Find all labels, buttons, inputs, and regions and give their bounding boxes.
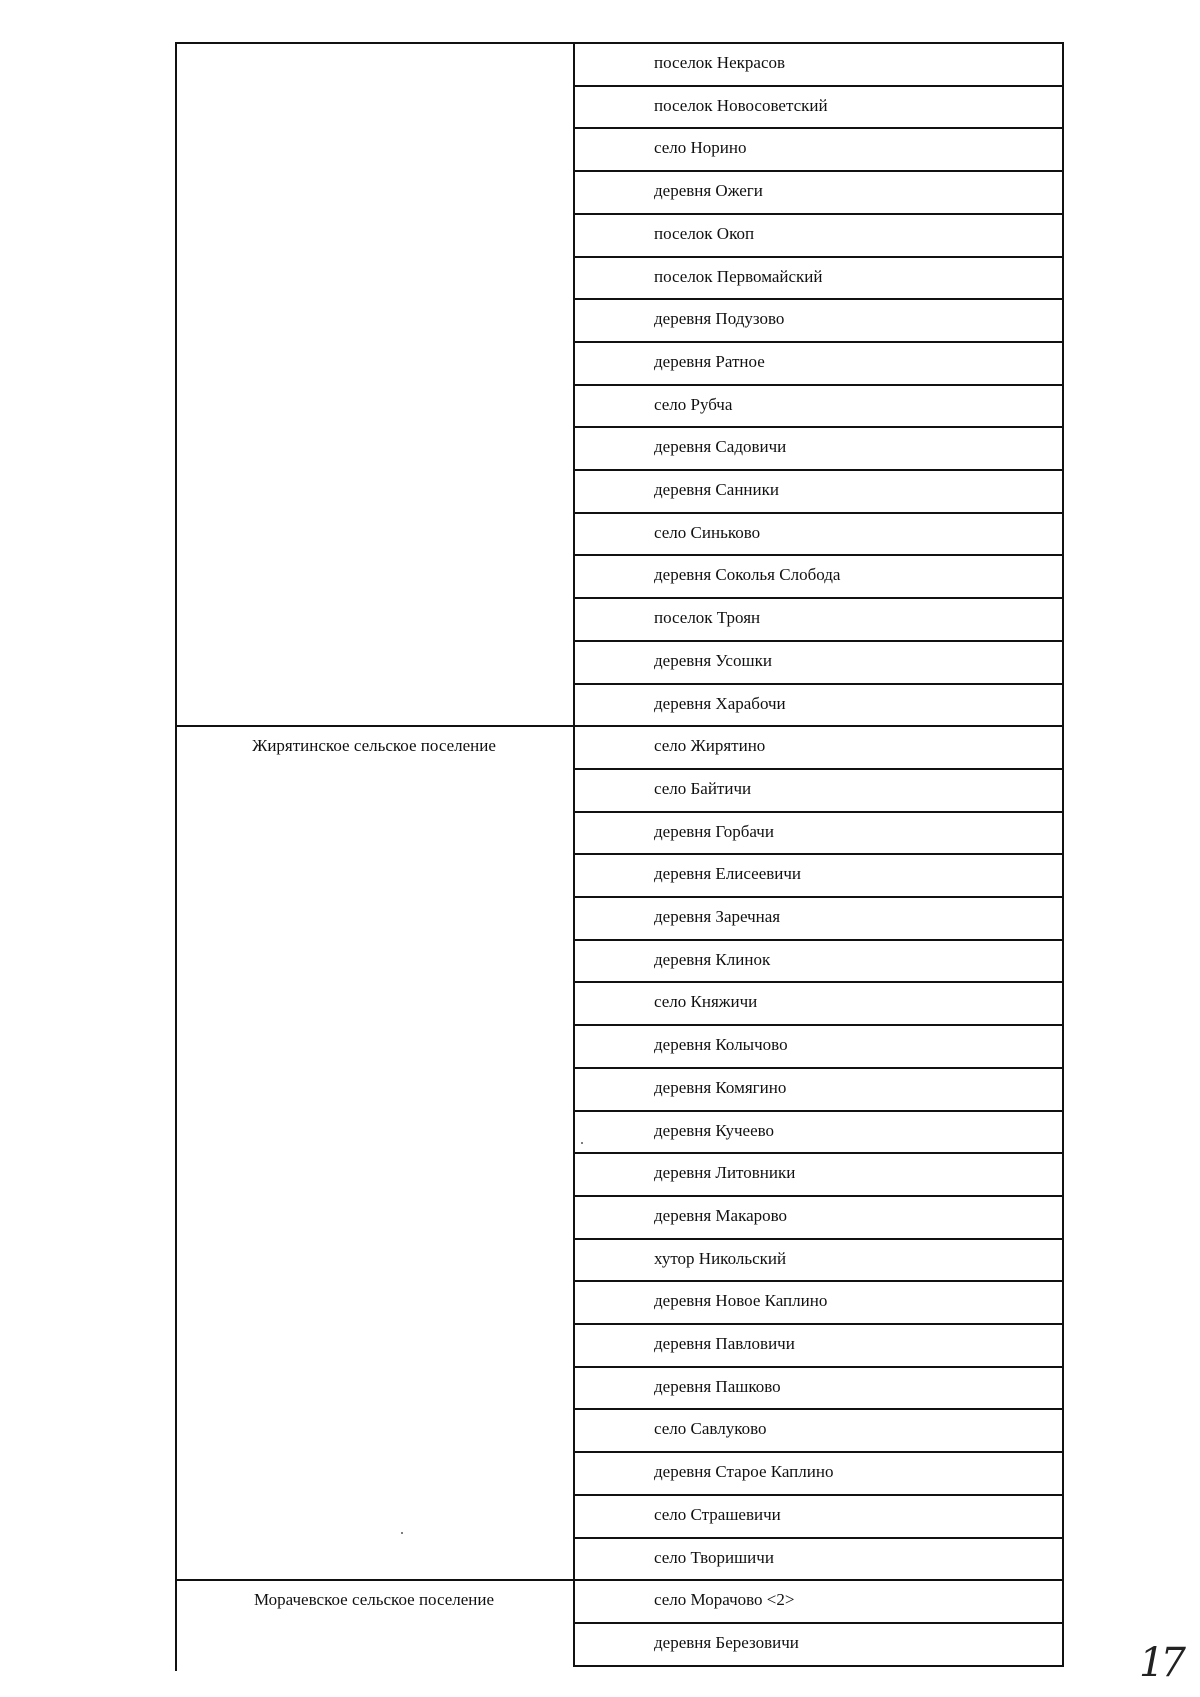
settlement-name: село Страшевичи (654, 1504, 781, 1524)
row-separator (573, 1323, 1064, 1325)
settlement-name: деревня Березовичи (654, 1632, 799, 1652)
settlement-name: деревня Елисеевичи (654, 864, 802, 884)
settlement-name: деревня Заречная (654, 907, 781, 926)
row-separator (573, 512, 1064, 514)
settlement-name: деревня Комягино (654, 1077, 787, 1097)
row-separator (573, 1067, 1064, 1069)
page-number: 17 (1139, 1640, 1182, 1686)
settlement-name: деревня Макарово (654, 1205, 788, 1225)
settlement-name: деревня Харабочи (654, 693, 786, 713)
row-separator (573, 1152, 1064, 1154)
settlement-name: деревня Новое Каплино (654, 1291, 828, 1311)
settlement-name: поселок Новосоветский (654, 95, 828, 115)
group-separator (175, 1579, 573, 1581)
row-separator (573, 1622, 1064, 1624)
settlement-name: деревня Ратное (654, 351, 765, 371)
settlement-name: деревня Павловичи (654, 1334, 795, 1353)
settlement-name: село Творишичи (654, 1547, 774, 1567)
row-separator (573, 1537, 1064, 1539)
row-separator (573, 341, 1064, 343)
row-separator (573, 981, 1064, 983)
row-separator (573, 1408, 1064, 1410)
row-separator (573, 1366, 1064, 1368)
table-middle-border (573, 42, 575, 1667)
row-separator (573, 853, 1064, 855)
settlement-name: хутор Никольский (654, 1248, 787, 1268)
settlement-name: село Морачово <2> (654, 1590, 795, 1610)
settlement-name: поселок Некрасов (654, 53, 786, 72)
scan-speck (401, 1532, 403, 1534)
row-separator (573, 1494, 1064, 1496)
settlement-name: деревня Соколья Слобода (654, 565, 841, 585)
settlement-name: деревня Усошки (654, 650, 772, 670)
settlement-name: село Синьково (654, 522, 761, 542)
row-separator (573, 384, 1064, 386)
row-separator (573, 1280, 1064, 1282)
settlement-name: деревня Клинок (654, 949, 771, 969)
row-separator (573, 298, 1064, 300)
settlement-name: поселок Окоп (654, 223, 755, 243)
row-separator (573, 1110, 1064, 1112)
row-separator (573, 597, 1064, 599)
table-right-border (1062, 42, 1064, 1667)
row-separator (573, 554, 1064, 556)
settlement-name: деревня Горбачи (654, 821, 774, 841)
settlement-name: село Норино (654, 138, 747, 158)
settlement-name: поселок Троян (654, 608, 761, 628)
row-separator (573, 1238, 1064, 1240)
table-top-border (175, 42, 1064, 44)
settlement-name: деревня Подузово (654, 309, 785, 329)
row-separator (573, 725, 1064, 727)
settlement-name: деревня Литовники (654, 1163, 796, 1183)
settlement-name: деревня Пашково (654, 1376, 781, 1396)
settlement-name: деревня Колычово (654, 1035, 788, 1055)
row-separator (573, 213, 1064, 215)
row-separator (573, 768, 1064, 770)
settlement-group-name: Морачевское сельское поселение (253, 1590, 495, 1610)
row-separator (573, 683, 1064, 685)
table-bottom-border (573, 1665, 1064, 1667)
row-separator (573, 426, 1064, 428)
settlement-name: деревня Старое Каплино (654, 1462, 834, 1482)
settlement-group-name: Жирятинское сельское поселение (252, 736, 496, 756)
settlement-name: село Княжичи (654, 992, 758, 1012)
row-separator (573, 170, 1064, 172)
row-separator (573, 1451, 1064, 1453)
row-separator (573, 1024, 1064, 1026)
row-separator (573, 256, 1064, 258)
row-separator (573, 85, 1064, 87)
settlement-name: село Рубча (654, 394, 733, 414)
settlement-name: деревня Садовичи (654, 437, 787, 457)
settlement-name: село Жирятино (654, 736, 766, 756)
scan-speck (581, 1142, 583, 1144)
row-separator (573, 811, 1064, 813)
row-separator (573, 939, 1064, 941)
table-left-border (175, 42, 177, 1671)
row-separator (573, 1195, 1064, 1197)
row-separator (573, 1579, 1064, 1581)
settlement-name: деревня Санники (654, 480, 779, 499)
row-separator (573, 896, 1064, 898)
row-separator (573, 640, 1064, 642)
settlement-name: деревня Ожеги (654, 181, 763, 201)
settlement-name: поселок Первомайский (654, 266, 823, 286)
settlement-name: село Савлуково (654, 1419, 767, 1439)
row-separator (573, 127, 1064, 129)
settlement-name: деревня Кучеево (654, 1120, 775, 1140)
row-separator (573, 469, 1064, 471)
group-separator (175, 725, 573, 727)
settlement-name: село Байтичи (654, 778, 752, 798)
